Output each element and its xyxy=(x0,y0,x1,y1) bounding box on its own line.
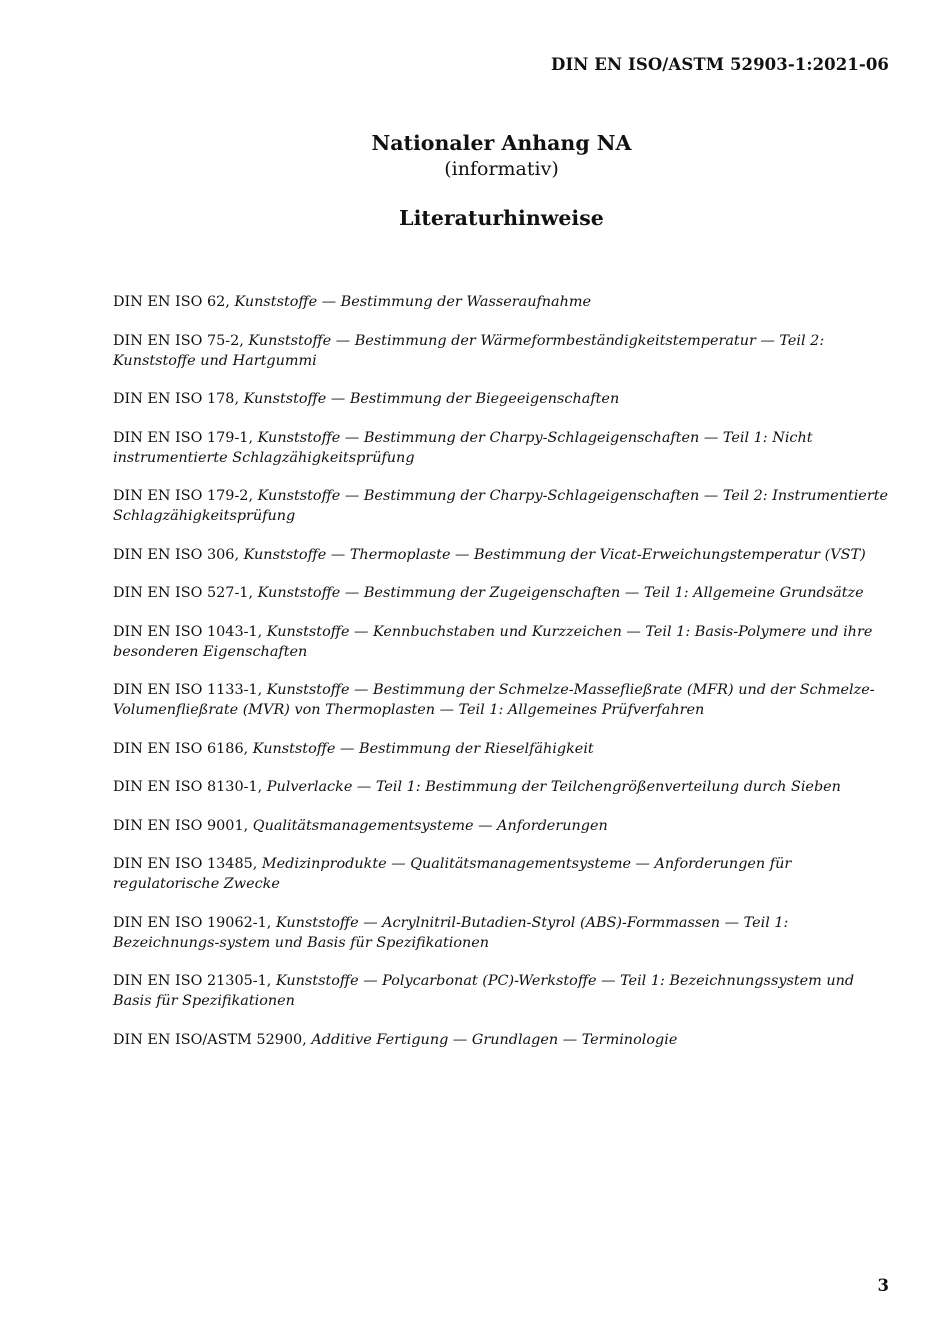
reference-item xyxy=(113,622,893,662)
reference-item xyxy=(113,389,893,409)
annex-title: Nationaler Anhang NA xyxy=(371,131,632,155)
reference-title: Kunststoffe — Bestimmung der Zugeigenschaften — Teil 1: Allgemeine Grundsätze xyxy=(257,585,864,601)
reference-title: Kunststoffe — Bestimmung der Rieselfähigkeit xyxy=(252,740,594,757)
reference-item xyxy=(113,545,893,565)
reference-title: Kunststoffe — Bestimmung der Schmelze-Massefließrate (MFR) und der Schmelze-Volumenfließrate (MVR) von Thermoplasten — Teil 1: Allgemeines Prüfverfahren xyxy=(113,682,875,718)
reference-number: DIN EN ISO 9001, xyxy=(113,817,249,834)
reference-number: DIN EN ISO 527-1, xyxy=(113,585,254,601)
reference-number: DIN EN ISO 1043-1, xyxy=(113,623,263,640)
reference-item xyxy=(113,913,893,953)
reference-number: DIN EN ISO 21305-1, xyxy=(113,973,272,989)
reference-item xyxy=(113,739,893,759)
section-title: Literaturhinweise xyxy=(399,206,604,230)
reference-number: DIN EN ISO 179-2, xyxy=(113,488,254,504)
reference-item xyxy=(113,1030,893,1050)
reference-number: DIN EN ISO 19062-1, xyxy=(113,914,272,931)
reference-number: DIN EN ISO 13485, xyxy=(113,856,258,872)
reference-item xyxy=(113,292,893,312)
reference-item xyxy=(113,680,893,720)
reference-title: Kunststoffe — Polycarbonat (PC)-Werkstoffe — Teil 1: Bezeichnungssystem und Basis für Spezifikationen xyxy=(113,973,855,1009)
reference-item xyxy=(113,777,893,797)
reference-item xyxy=(113,486,893,526)
reference-title: Kunststoffe — Thermoplaste — Bestimmung der Vicat-Erweichungstemperatur (VST) xyxy=(243,546,866,563)
reference-title: Kunststoffe — Bestimmung der Charpy-Schlageigenschaften — Teil 2: Instrumentierte Schlagzähigkeitsprüfung xyxy=(113,488,889,524)
reference-title: Kunststoffe — Bestimmung der Biegeeigenschaften xyxy=(243,391,620,407)
reference-title: Kunststoffe — Bestimmung der Charpy-Schlageigenschaften — Teil 1: Nicht instrumentierte Schlagzähigkeitsprüfung xyxy=(113,429,813,466)
reference-number: DIN EN ISO 6186, xyxy=(113,740,249,757)
reference-title: Pulverlacke — Teil 1: Bestimmung der Teilchengrößenverteilung durch Sieben xyxy=(266,779,841,795)
reference-item xyxy=(113,428,893,468)
reference-item xyxy=(113,816,893,836)
reference-number: DIN EN ISO 75-2, xyxy=(113,332,244,349)
reference-number: DIN EN ISO 1133-1, xyxy=(113,682,263,698)
reference-item xyxy=(113,583,893,603)
page-number: 3 xyxy=(877,1276,889,1295)
reference-title: Additive Fertigung — Grundlagen — Terminologie xyxy=(311,1031,678,1048)
reference-title: Kunststoffe — Kennbuchstaben und Kurzzeichen — Teil 1: Basis-Polymere und ihre besonderen Eigenschaften xyxy=(113,623,873,660)
reference-number: DIN EN ISO 8130-1, xyxy=(113,779,263,795)
annex-subtitle: (informativ) xyxy=(444,158,559,180)
reference-number: DIN EN ISO 179-1, xyxy=(113,429,254,446)
reference-title: Kunststoffe — Bestimmung der Wasseraufnahme xyxy=(234,294,592,310)
reference-item xyxy=(113,854,893,894)
bibliography-list xyxy=(113,292,893,1068)
reference-title: Kunststoffe — Acrylnitril-Butadien-Styrol (ABS)-Formmassen — Teil 1: Bezeichnungs-system und Basis für Spezifikationen xyxy=(113,914,789,951)
reference-title: Qualitätsmanagementsysteme — Anforderungen xyxy=(252,817,608,834)
reference-number: DIN EN ISO 306, xyxy=(113,546,240,563)
reference-number: DIN EN ISO 178, xyxy=(113,391,240,407)
reference-number: DIN EN ISO/ASTM 52900, xyxy=(113,1031,307,1048)
reference-item xyxy=(113,971,893,1011)
reference-item xyxy=(113,331,893,371)
document-id: DIN EN ISO/ASTM 52903-1:2021-06 xyxy=(551,55,889,74)
reference-title: Medizinprodukte — Qualitätsmanagementsysteme — Anforderungen für regulatorische Zwecke xyxy=(113,856,792,892)
reference-title: Kunststoffe — Bestimmung der Wärmeformbeständigkeitstemperatur — Teil 2: Kunststoffe und Hartgummi xyxy=(113,332,825,369)
reference-number: DIN EN ISO 62, xyxy=(113,294,230,310)
